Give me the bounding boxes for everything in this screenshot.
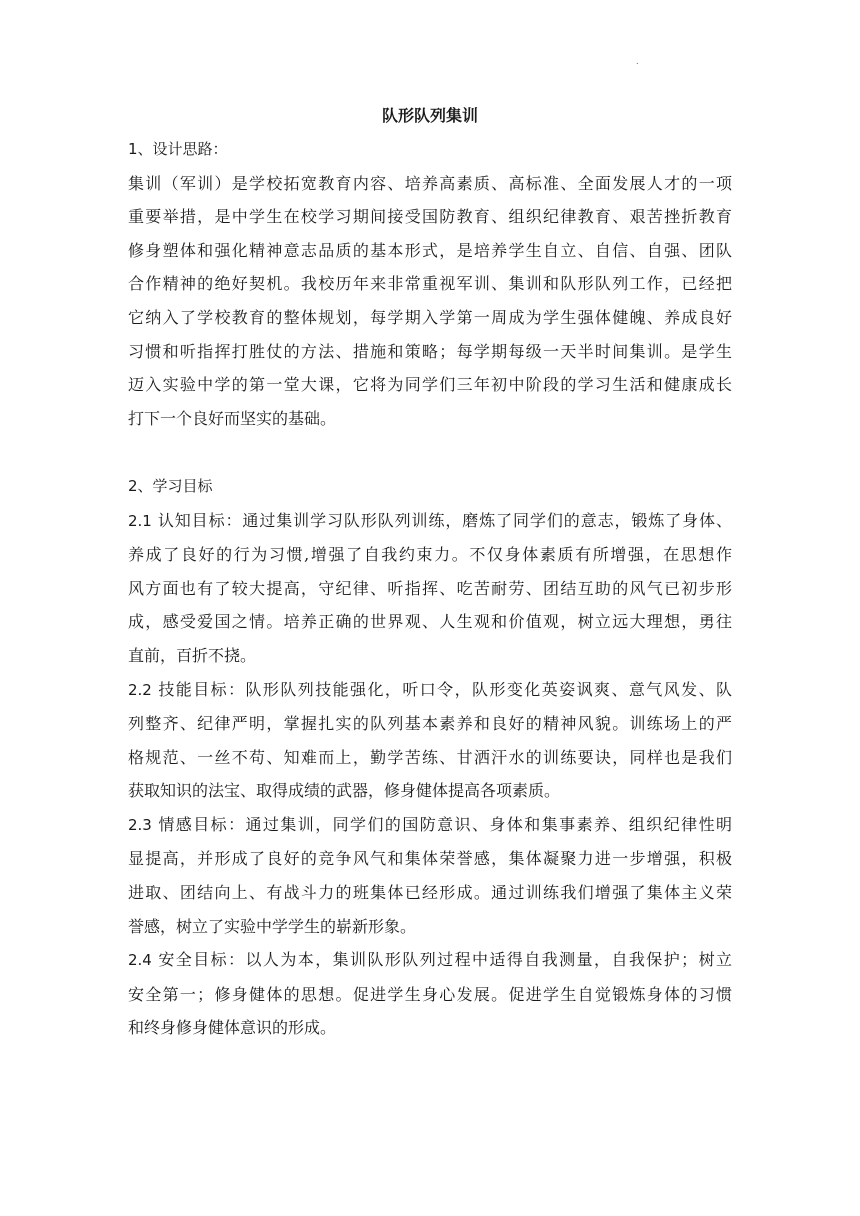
section-number: 2.1 — [128, 511, 152, 530]
section-number: 2.4 — [128, 951, 152, 970]
corner-mark: . — [636, 57, 639, 66]
paragraph-line: 誉感，树立了实验中学学生的崭新形象。 — [128, 916, 417, 936]
paragraph-line: 列整齐、纪律严明，掌握扎实的队列基本素养和良好的精神风貌。训练场上的严 — [128, 714, 732, 734]
paragraph-line: 它纳入了学校教育的整体规划，每学期入学第一周成为学生强体健魄、养成良好 — [128, 307, 732, 327]
goal-safety — [128, 943, 732, 1045]
paragraph-line: 合作精神的绝好契机。我校历年来非常重视军训、集训和队形队列工作，已经把 — [128, 274, 732, 294]
paragraph-line: 修身塑体和强化精神意志品质的基本形式，是培养学生自立、自信、自强、团队 — [128, 240, 732, 260]
paragraph-line: 格规范、一丝不苟、知难而上，勤学苦练、甘洒汗水的训练要诀，同样也是我们 — [128, 747, 732, 767]
paragraph-line: 直前，百折不挠。 — [128, 645, 257, 665]
section-number: 2.2 — [128, 680, 152, 699]
paragraph-line: 获取知识的法宝、取得成绩的武器，修身健体提高各项素质。 — [128, 781, 561, 801]
paragraph-line: 重要举措，是中学生在校学习期间接受国防教育、组织纪律教育、艰苦挫折教育 — [128, 207, 732, 227]
paragraph-line: 2.2 技能目标：队形队列技能强化，听口令，队形变化英姿讽爽、意气风发、队 — [128, 679, 732, 699]
paragraph-line: 2.4 安全目标：以人为本，集训队形队列过程中适得自我测量，自我保护；树立 — [128, 950, 732, 970]
paragraph-line: 风方面也有了较大提高，守纪律、听指挥、吃苦耐劳、团结互助的风气已初步形 — [128, 578, 732, 598]
design-paragraph — [128, 167, 732, 436]
paragraph-line: 和终身修身健体意识的形成。 — [128, 1018, 337, 1038]
goal-emotion — [128, 808, 732, 943]
paragraph-line: 显提高，并形成了良好的竞争风气和集体荣誉感，集体凝聚力进一步增强，积极 — [128, 849, 732, 869]
blank-line — [128, 435, 732, 469]
section-heading-goals: 2、学习目标 — [128, 476, 213, 495]
paragraph-line: 打下一个良好而坚实的基础。 — [128, 408, 337, 428]
paragraph-line: 2.1 认知目标：通过集训学习队形队列训练，磨炼了同学们的意志，锻炼了身体、 — [128, 510, 732, 530]
paragraph-line: 2.3 情感目标：通过集训，同学们的国防意识、身体和集事素养、组织纪律性明 — [128, 814, 732, 834]
paragraph-line: 迈入实验中学的第一堂大课，它将为同学们三年初中阶段的学习生活和健康成长 — [128, 375, 732, 395]
paragraph-line: 养成了良好的行为习惯,增强了自我约束力。不仅身体素质有所增强，在思想作 — [128, 545, 732, 565]
paragraph-line: 成，感受爱国之情。培养正确的世界观、人生观和价值观，树立远大理想，勇往 — [128, 612, 732, 632]
paragraph-line: 集训（军训）是学校拓宽教育内容、培养高素质、高标准、全面发展人才的一项 — [128, 173, 732, 193]
paragraph-line: 安全第一；修身健体的思想。促进学生身心发展。促进学生自觉锻炼身体的习惯 — [128, 984, 732, 1004]
document-body — [128, 100, 732, 1045]
document-title: 队形队列集训 — [381, 106, 478, 125]
section-number: 2.3 — [128, 815, 152, 834]
goal-skill — [128, 673, 732, 808]
paragraph-line: 进取、团结向上、有战斗力的班集体已经形成。通过训练我们增强了集体主义荣 — [128, 883, 732, 903]
paragraph-line: 习惯和听指挥打胜仗的方法、措施和策略；每学期每级一天半时间集训。是学生 — [128, 341, 732, 361]
section-heading-design: 1、设计思路： — [128, 140, 228, 158]
goal-cognitive — [128, 504, 732, 673]
